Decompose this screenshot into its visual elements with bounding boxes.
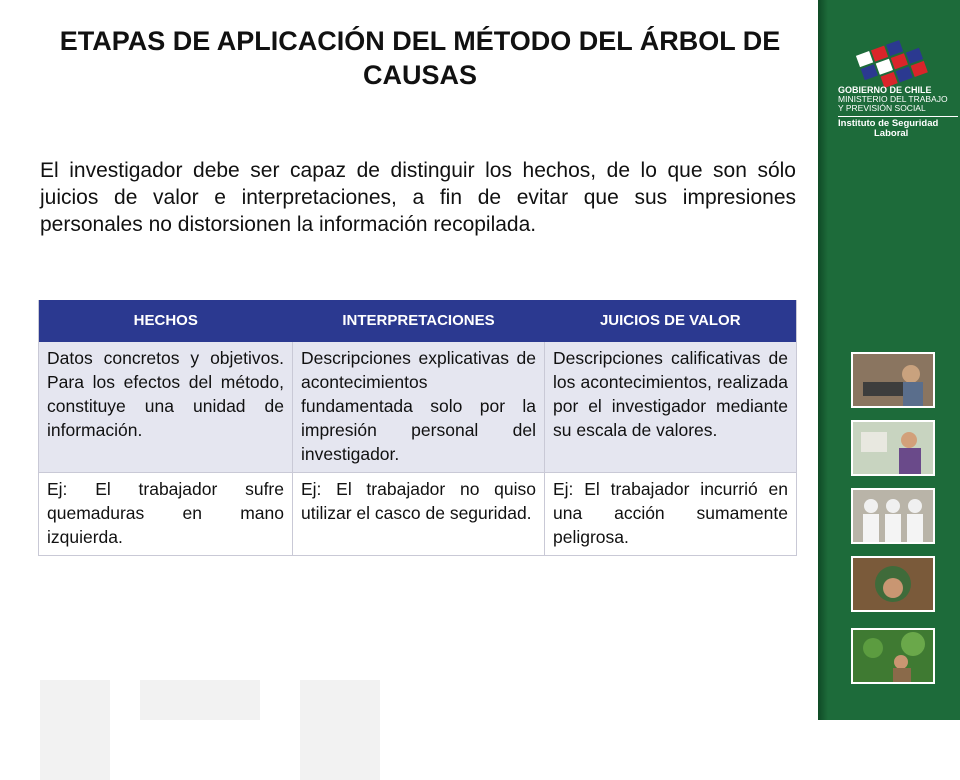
office-photo — [851, 420, 935, 476]
farm-worker-photo — [851, 628, 935, 684]
helmet-worker-photo-image — [853, 558, 933, 610]
government-label — [838, 86, 958, 113]
cell-interpretaciones-definition: Descripciones explicativas de acontecimientos fundamentada solo por la impresión personal del investigador. — [293, 342, 545, 473]
farm-worker-photo-image — [853, 630, 933, 682]
office-photo-image — [853, 422, 933, 474]
institute-line-1: Instituto de Seguridad — [838, 118, 939, 129]
table-row — [39, 342, 797, 473]
institute-line-2: Laboral — [874, 128, 909, 139]
cell-juicios-example: Ej: El trabajador incurrió en una acción sumamente peligrosa. — [545, 473, 797, 556]
government-logo-icon — [843, 12, 943, 132]
intro-paragraph: El investigador debe ser capaz de distinguir los hechos, de lo que son sólo juicios de valor e interpretaciones, a fin de evitar que sus impresiones personales no distorsionen la información recopilada. — [40, 159, 796, 236]
kitchen-staff-photo-image — [853, 490, 933, 542]
sidebar-edge — [818, 0, 828, 720]
cell-hechos-definition: Datos concretos y objetivos. Para los efectos del método, constituye una unidad de información. — [39, 342, 293, 473]
kitchen-staff-photo — [851, 488, 935, 544]
header-interpretaciones: INTERPRETACIONES — [293, 300, 545, 342]
green-sidebar — [818, 0, 960, 720]
table-row — [39, 473, 797, 556]
cell-juicios-definition: Descripciones calificativas de los acontecimientos, realizada por el investigador mediante su escala de valores. — [545, 342, 797, 473]
workshop-photo — [851, 352, 935, 408]
workshop-photo-image — [853, 354, 933, 406]
gov-line-2: MINISTERIO DEL TRABAJO — [838, 94, 948, 104]
gov-line-1: GOBIERNO DE CHILE — [838, 85, 932, 95]
cell-hechos-example: Ej: El trabajador sufre quemaduras en mano izquierda. — [39, 473, 293, 556]
cell-interpretaciones-example: Ej: El trabajador no quiso utilizar el casco de seguridad. — [293, 473, 545, 556]
slide-title: ETAPAS DE APLICACIÓN DEL MÉTODO DEL ÁRBOL DE CAUSAS — [59, 26, 781, 90]
institute-label — [838, 116, 958, 139]
gov-line-3: Y PREVISIÓN SOCIAL — [838, 103, 926, 113]
facts-table — [38, 300, 797, 556]
isl-watermark — [40, 660, 400, 780]
table-header-row — [39, 300, 797, 342]
helmet-worker-photo — [851, 556, 935, 612]
header-hechos: HECHOS — [39, 300, 293, 342]
header-juicios: JUICIOS DE VALOR — [545, 300, 797, 342]
